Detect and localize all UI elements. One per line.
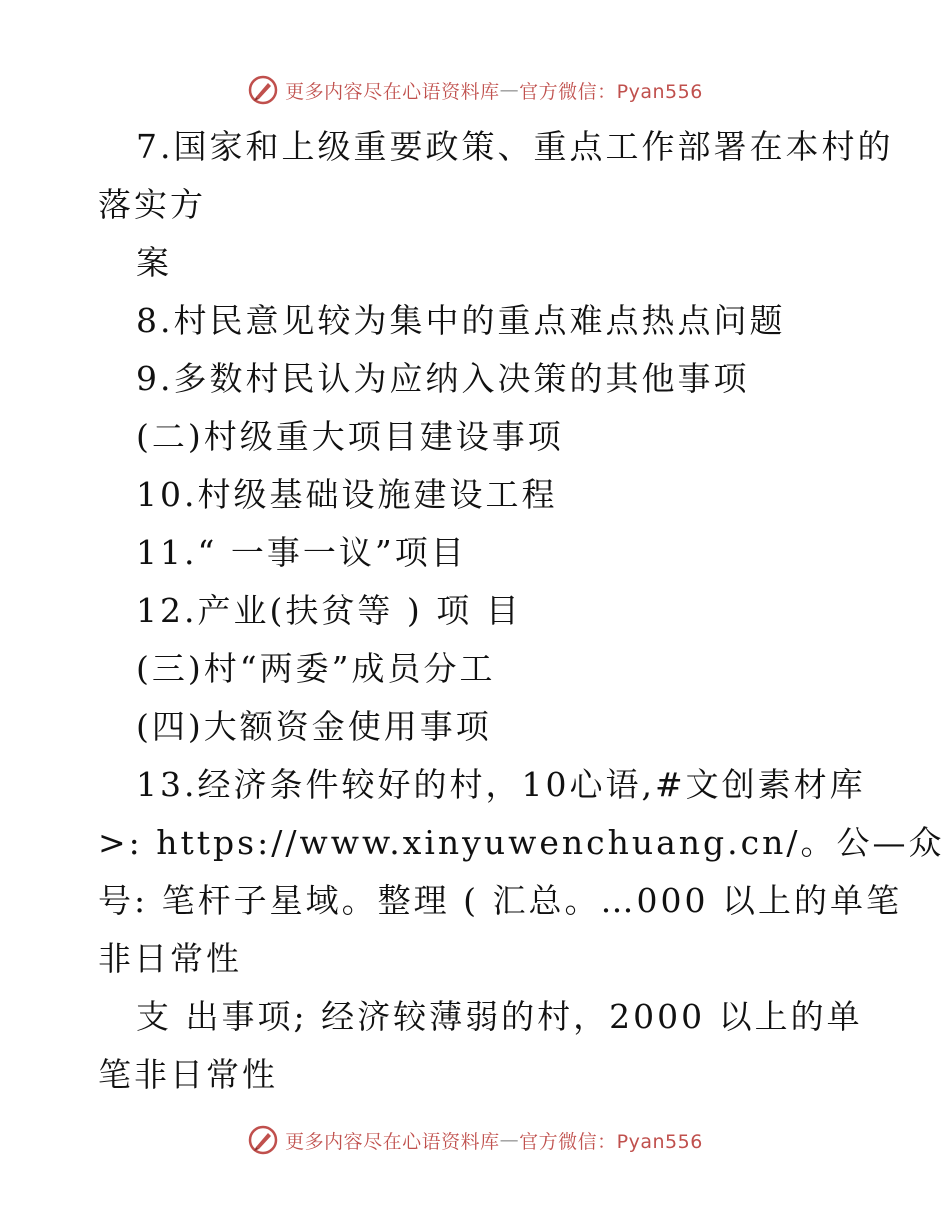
text-line: 支 出事项; 经济较薄弱的村，2000 以上的单 (136, 997, 863, 1036)
text-line: 11.“ 一事一议”项目 (136, 533, 467, 572)
text-line: 12.产业(扶贫等 ) 项 目 (136, 591, 522, 630)
text-line: 非日常性 (98, 939, 242, 978)
text-line: (四)大额资金使用事项 (136, 707, 492, 746)
banner-separator: — (499, 1129, 520, 1151)
banner-brand: 更多内容尽在心语资料库 (285, 80, 500, 103)
text-line: 案 (136, 243, 172, 282)
pen-logo-icon (247, 1124, 279, 1156)
text-line: 9.多数村民认为应纳入决策的其他事项 (136, 359, 750, 398)
banner-brand: 更多内容尽在心语资料库 (285, 1130, 500, 1153)
text-line: >: https://www.xinyuwenchuang.cn/。公—众 (98, 823, 945, 862)
document-body (98, 118, 945, 1104)
text-line: 号: 笔杆子星域。整理 ( 汇总。…000 以上的单笔 (98, 881, 902, 920)
text-line: 笔非日常性 (98, 1055, 278, 1094)
banner-contact: 官方微信：Pyan556 (519, 80, 703, 103)
text-line: (三)村“两委”成员分工 (136, 649, 496, 688)
footer-banner (0, 1120, 950, 1160)
text-line: 落实方 (98, 185, 206, 224)
text-line: 10.村级基础设施建设工程 (136, 475, 558, 514)
text-line: 8.村民意见较为集中的重点难点热点问题 (136, 301, 786, 340)
text-line: (二)村级重大项目建设事项 (136, 417, 564, 456)
pen-logo-icon (247, 74, 279, 106)
header-banner (0, 70, 950, 110)
text-line: 7.国家和上级重要政策、重点工作部署在本村的 (136, 127, 894, 166)
banner-separator: — (499, 79, 520, 101)
banner-contact: 官方微信：Pyan556 (519, 1130, 703, 1153)
text-line: 13.经济条件较好的村，10心语,#文创素材库 (136, 765, 866, 804)
